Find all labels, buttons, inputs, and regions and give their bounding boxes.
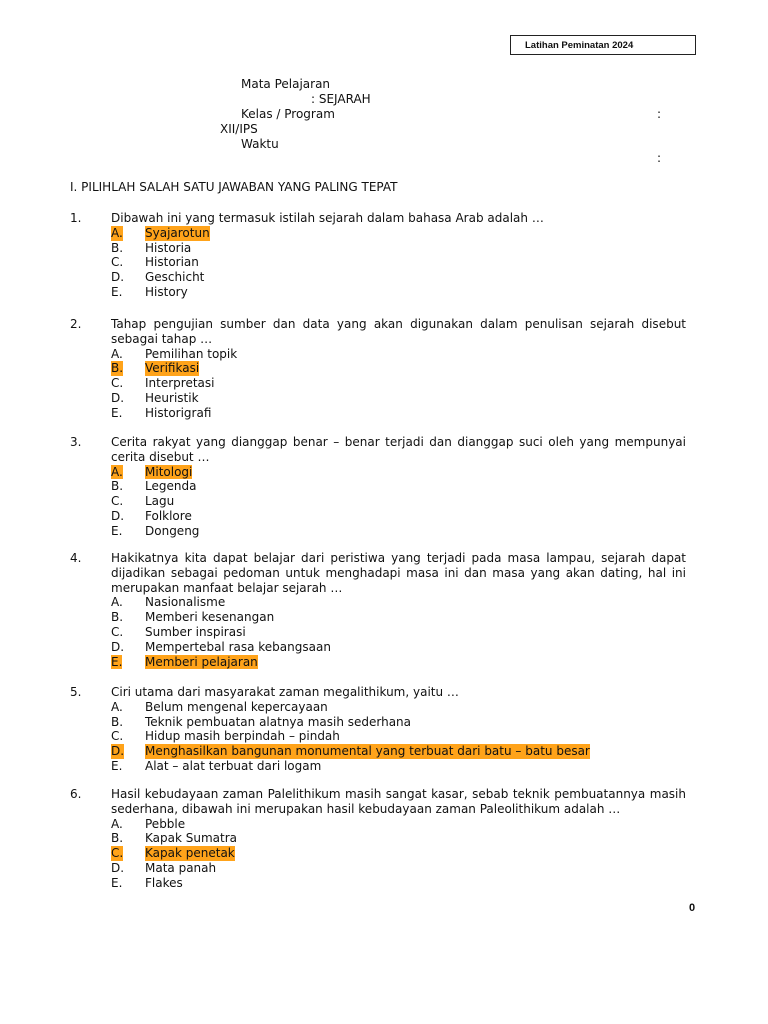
option-text: Geschicht <box>145 270 205 285</box>
option-text: Teknik pembuatan alatnya masih sederhana <box>145 714 412 729</box>
option-letter: E. <box>111 875 123 890</box>
option-letter: D. <box>111 508 125 523</box>
answer-option[interactable] <box>70 625 686 640</box>
question-number: 3. <box>70 435 82 449</box>
question <box>70 435 686 539</box>
option-letter: E. <box>111 523 123 538</box>
answer-option[interactable] <box>70 509 686 524</box>
option-letter: C. <box>111 624 124 639</box>
answer-option[interactable] <box>70 715 686 730</box>
option-text: Historia <box>145 240 192 255</box>
answer-option[interactable] <box>70 610 686 625</box>
answer-option[interactable] <box>70 361 686 376</box>
option-letter: E. <box>111 284 123 299</box>
option-letter: E. <box>111 758 123 773</box>
option-letter: D. <box>111 744 125 759</box>
question-text: Ciri utama dari masyarakat zaman megalithikum, yaitu … <box>111 685 459 699</box>
answer-option[interactable] <box>70 494 686 509</box>
option-letter: D. <box>111 270 125 285</box>
option-letter: B. <box>111 240 124 255</box>
option-letter: C. <box>111 255 124 270</box>
option-letter: A. <box>111 595 123 610</box>
option-text: Lagu <box>145 494 175 509</box>
option-text: Memberi pelajaran <box>145 654 258 669</box>
option-text: Pebble <box>145 816 186 831</box>
answer-option[interactable] <box>70 285 686 300</box>
answer-option[interactable] <box>70 376 686 391</box>
section-title: I. PILIHLAH SALAH SATU JAWABAN YANG PALING TEPAT <box>70 180 398 194</box>
answer-option[interactable] <box>70 729 686 744</box>
option-text: Flakes <box>145 875 183 890</box>
question-number: 2. <box>70 317 82 331</box>
answer-option[interactable] <box>70 241 686 256</box>
option-letter: A. <box>111 464 123 479</box>
answer-option[interactable] <box>70 655 686 670</box>
option-text: Mata panah <box>145 860 217 875</box>
question <box>70 211 686 300</box>
question-text: Hasil kebudayaan zaman Palelithikum masih sangat kasar, sebab teknik pembuatannya masih sederhana, dibawah ini merupakan hasil kebudayaan zaman Paleolithikum adalah … <box>111 787 686 816</box>
option-text: Historian <box>145 255 199 270</box>
question-number: 6. <box>70 787 82 801</box>
class-value: XII/IPS <box>220 122 258 136</box>
option-text: Pemilihan topik <box>145 346 238 361</box>
question-text: Tahap pengujian sumber dan data yang akan digunakan dalam penulisan sejarah disebut sebagai tahap … <box>111 317 686 346</box>
page-number: 0 <box>689 902 696 914</box>
option-letter: D. <box>111 390 125 405</box>
answer-option[interactable] <box>70 846 686 861</box>
option-text: Historigrafi <box>145 405 212 420</box>
question-text: Hakikatnya kita dapat belajar dari peristiwa yang terjadi pada masa lampau, sejarah dapat dijadikan sebagai pedoman untuk menghadapi masa ini dan masa yang akan dating, hal ini merupakan manfaat belajar sejarah … <box>111 551 686 595</box>
option-text: Mempertebal rasa kebangsaan <box>145 639 331 654</box>
question-text: Dibawah ini yang termasuk istilah sejarah dalam bahasa Arab adalah … <box>111 211 544 225</box>
option-letter: B. <box>111 714 124 729</box>
option-letter: C. <box>111 494 124 509</box>
question <box>70 551 686 669</box>
answer-option[interactable] <box>70 347 686 362</box>
option-letter: B. <box>111 361 124 376</box>
option-letter: B. <box>111 479 124 494</box>
class-colon: : <box>657 107 662 121</box>
header-label: Latihan Peminatan 2024 <box>510 35 696 55</box>
answer-option[interactable] <box>70 700 686 715</box>
time-colon: : <box>657 151 662 165</box>
option-text: Kapak Sumatra <box>145 831 238 846</box>
option-letter: E. <box>111 654 123 669</box>
question <box>70 787 686 891</box>
option-text: Menghasilkan bangunan monumental yang terbuat dari batu – batu besar <box>145 744 590 759</box>
option-text: Mitologi <box>145 464 193 479</box>
question-number: 4. <box>70 551 82 565</box>
option-letter: E. <box>111 405 123 420</box>
answer-option[interactable] <box>70 270 686 285</box>
class-label: Kelas / Program <box>241 107 335 121</box>
option-text: Belum mengenal kepercayaan <box>145 699 328 714</box>
time-label: Waktu <box>241 137 279 151</box>
option-letter: A. <box>111 699 123 714</box>
option-letter: A. <box>111 816 123 831</box>
option-text: Nasionalisme <box>145 595 226 610</box>
answer-option[interactable] <box>70 391 686 406</box>
option-text: Interpretasi <box>145 376 215 391</box>
option-text: History <box>145 284 188 299</box>
answer-option[interactable] <box>70 255 686 270</box>
answer-option[interactable] <box>70 640 686 655</box>
question <box>70 685 686 774</box>
answer-option[interactable] <box>70 465 686 480</box>
option-text: Alat – alat terbuat dari logam <box>145 758 322 773</box>
option-text: Hidup masih berpindah – pindah <box>145 729 340 744</box>
option-text: Syajarotun <box>145 225 210 240</box>
option-letter: A. <box>111 225 123 240</box>
answer-option[interactable] <box>70 226 686 241</box>
option-letter: D. <box>111 860 125 875</box>
option-letter: C. <box>111 376 124 391</box>
option-letter: A. <box>111 346 123 361</box>
option-text: Verifikasi <box>145 361 200 376</box>
answer-option[interactable] <box>70 876 686 891</box>
option-letter: D. <box>111 639 125 654</box>
option-letter: C. <box>111 729 124 744</box>
answer-option[interactable] <box>70 595 686 610</box>
option-text: Folklore <box>145 508 192 523</box>
option-letter: B. <box>111 610 124 625</box>
answer-option[interactable] <box>70 524 686 539</box>
answer-option[interactable] <box>70 759 686 774</box>
question-text: Cerita rakyat yang dianggap benar – benar terjadi dan dianggap suci oleh yang mempunyai cerita disebut … <box>111 435 686 464</box>
question <box>70 317 686 421</box>
option-text: Heuristik <box>145 390 199 405</box>
option-text: Dongeng <box>145 523 200 538</box>
answer-option[interactable] <box>70 744 686 759</box>
answer-option[interactable] <box>70 479 686 494</box>
question-number: 5. <box>70 685 82 699</box>
subject-label: Mata Pelajaran <box>241 77 331 91</box>
option-text: Kapak penetak <box>145 846 235 861</box>
option-letter: B. <box>111 831 124 846</box>
option-text: Sumber inspirasi <box>145 624 246 639</box>
option-letter: C. <box>111 846 124 861</box>
option-text: Legenda <box>145 479 197 494</box>
answer-option[interactable] <box>70 817 686 832</box>
option-text: Memberi kesenangan <box>145 610 275 625</box>
answer-option[interactable] <box>70 861 686 876</box>
answer-option[interactable] <box>70 406 686 421</box>
question-number: 1. <box>70 211 82 225</box>
answer-option[interactable] <box>70 831 686 846</box>
subject-value: : SEJARAH <box>311 92 371 106</box>
